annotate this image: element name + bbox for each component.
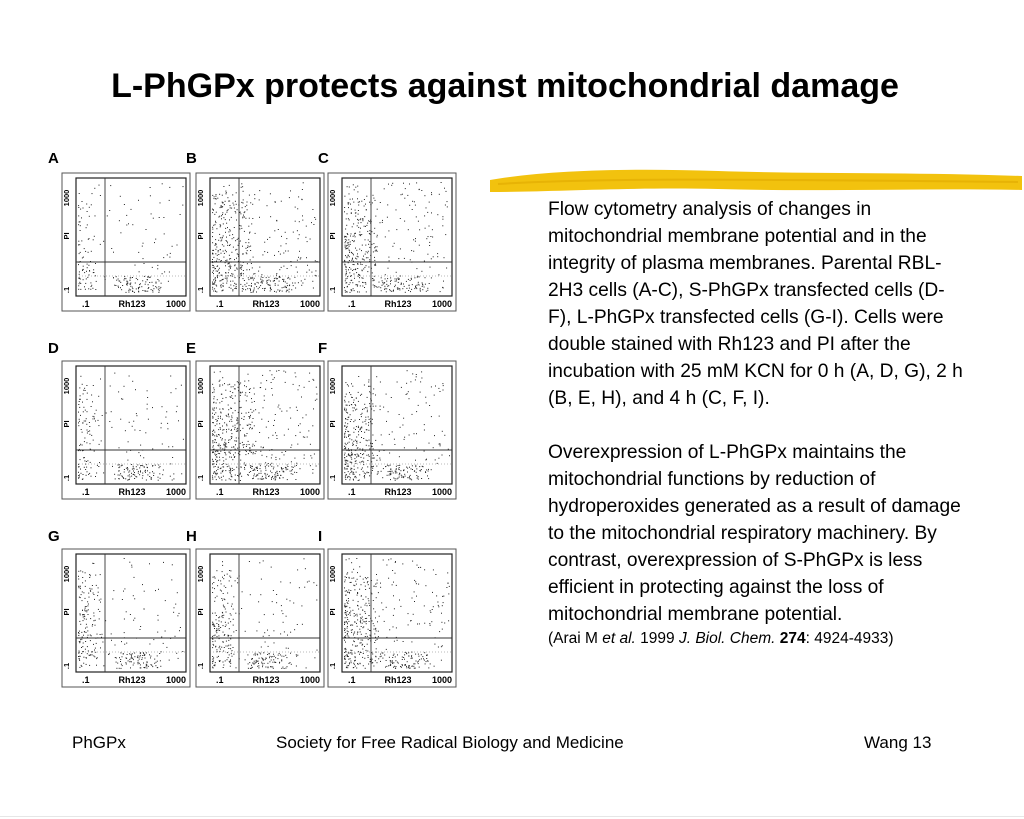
y-tick-high: 1000 (328, 377, 337, 395)
y-tick-high: 1000 (328, 565, 337, 583)
description-paragraph-2: Overexpression of L-PhGPx maintains the mitochondrial functions by reduction of hydroperoxides generated as a result of damage to the mitochondrial respiratory machinery. By contrast, overexpression of S-PhGPx is less efficient in protecting against the loss of mitochondrial membrane potential. (548, 442, 961, 625)
scatter-dots (212, 182, 318, 293)
citation-volume: 274 (779, 630, 806, 647)
x-axis-title: Rh123 (118, 487, 146, 497)
citation-pages: : 4924-4933) (805, 630, 894, 647)
x-tick-low: .1 (82, 487, 90, 497)
x-axis-title: Rh123 (384, 299, 412, 309)
y-tick-low: .1 (196, 474, 205, 482)
citation-year: 1999 (635, 630, 679, 647)
x-tick-high: 1000 (165, 487, 186, 497)
x-tick-low: .1 (348, 299, 356, 309)
x-tick-high: 1000 (165, 675, 186, 685)
y-tick-low: .1 (328, 286, 337, 294)
scatter-plot-g (60, 548, 192, 688)
panel-label-c: C (318, 150, 329, 167)
y-tick-low: .1 (62, 474, 71, 482)
x-axis-title: Rh123 (384, 487, 412, 497)
footer-divider (0, 816, 1024, 817)
scatter-plot-i (326, 548, 458, 688)
x-tick-high: 1000 (165, 299, 186, 309)
panel-label-a: A (48, 150, 59, 167)
x-axis-title: Rh123 (384, 675, 412, 685)
scatter-plot-h (194, 548, 326, 688)
scatter-dots (212, 370, 317, 481)
plot-area (342, 178, 452, 296)
y-axis-title: PI (328, 232, 337, 240)
scatter-dots (344, 370, 450, 481)
slide-title: L-PhGPx protects against mitochondrial damage (111, 67, 899, 105)
citation-etal: et al. (602, 630, 636, 647)
scatter-plot-e (194, 360, 326, 500)
footer-center: Society for Free Radical Biology and Medicine (276, 733, 624, 752)
y-tick-high: 1000 (62, 565, 71, 583)
plot-frame (196, 173, 324, 311)
scatter-dots (212, 558, 318, 669)
y-tick-high: 1000 (62, 189, 71, 207)
x-tick-high: 1000 (431, 487, 452, 497)
y-tick-high: 1000 (196, 377, 205, 395)
y-tick-low: .1 (328, 662, 337, 670)
plot-area (210, 554, 320, 672)
y-tick-low: .1 (196, 662, 205, 670)
y-axis-title: PI (196, 232, 205, 240)
y-axis-title: PI (328, 608, 337, 616)
y-axis-title: PI (62, 232, 71, 240)
plot-area (76, 366, 186, 484)
x-tick-high: 1000 (299, 675, 320, 685)
scatter-dots (78, 183, 184, 293)
x-tick-high: 1000 (299, 487, 320, 497)
x-tick-low: .1 (348, 487, 356, 497)
y-axis-title: PI (62, 420, 71, 428)
plot-frame (62, 549, 190, 687)
panel-label-h: H (186, 528, 197, 545)
panel-label-f: F (318, 340, 328, 357)
y-tick-high: 1000 (328, 189, 337, 207)
x-tick-high: 1000 (299, 299, 320, 309)
panel-label-i: I (318, 528, 323, 545)
y-tick-low: .1 (62, 286, 71, 294)
x-tick-low: .1 (216, 487, 224, 497)
plot-frame (196, 361, 324, 499)
scatter-plot-c (326, 172, 458, 312)
panel-label-g: G (48, 528, 60, 545)
footer-left: PhGPx (72, 733, 126, 752)
y-axis-title: PI (196, 420, 205, 428)
citation-open: (Arai M (548, 630, 603, 647)
scatter-plot-a (60, 172, 192, 312)
figure-description (548, 196, 968, 649)
description-paragraph-1: Flow cytometry analysis of changes in mitochondrial membrane potential and in the integrity of plasma membranes. Parental RBL-2H3 cells (A-C), S-PhGPx transfected cells (D-F), L-PhGPx transfected cells (G-I). Cells were double stained with Rh123 and PI after the incubation with 25 mM KCN for 0 h (A, D, G), 2 h (B, E, H), and 4 h (C, F, I). (548, 199, 963, 409)
y-axis-title: PI (62, 608, 71, 616)
x-tick-low: .1 (216, 675, 224, 685)
x-tick-low: .1 (216, 299, 224, 309)
x-tick-high: 1000 (431, 675, 452, 685)
x-axis-title: Rh123 (118, 299, 146, 309)
plot-frame (62, 173, 190, 311)
x-axis-title: Rh123 (252, 299, 280, 309)
y-tick-low: .1 (328, 474, 337, 482)
panel-label-e: E (186, 340, 197, 357)
x-tick-low: .1 (348, 675, 356, 685)
x-tick-high: 1000 (431, 299, 452, 309)
panel-label-b: B (186, 150, 197, 167)
y-tick-high: 1000 (196, 565, 205, 583)
x-tick-low: .1 (82, 675, 90, 685)
x-axis-title: Rh123 (118, 675, 146, 685)
scatter-plot-f (326, 360, 458, 500)
scatter-plot-b (194, 172, 326, 312)
y-tick-low: .1 (62, 662, 71, 670)
plot-frame (328, 173, 456, 311)
citation (548, 628, 968, 649)
footer-right: Wang 13 (864, 733, 932, 752)
highlight-stroke (488, 162, 1024, 196)
y-axis-title: PI (328, 420, 337, 428)
y-axis-title: PI (196, 608, 205, 616)
plot-frame (196, 549, 324, 687)
x-axis-title: Rh123 (252, 675, 280, 685)
plot-frame (328, 361, 456, 499)
scatter-dots (78, 373, 184, 481)
plot-area (342, 554, 452, 672)
scatter-plot-d (60, 360, 192, 500)
y-tick-low: .1 (196, 286, 205, 294)
citation-journal: J. Biol. Chem. (678, 630, 776, 647)
x-tick-low: .1 (82, 299, 90, 309)
panel-label-d: D (48, 340, 59, 357)
y-tick-high: 1000 (196, 189, 205, 207)
y-tick-high: 1000 (62, 377, 71, 395)
plot-area (342, 366, 452, 484)
x-axis-title: Rh123 (252, 487, 280, 497)
